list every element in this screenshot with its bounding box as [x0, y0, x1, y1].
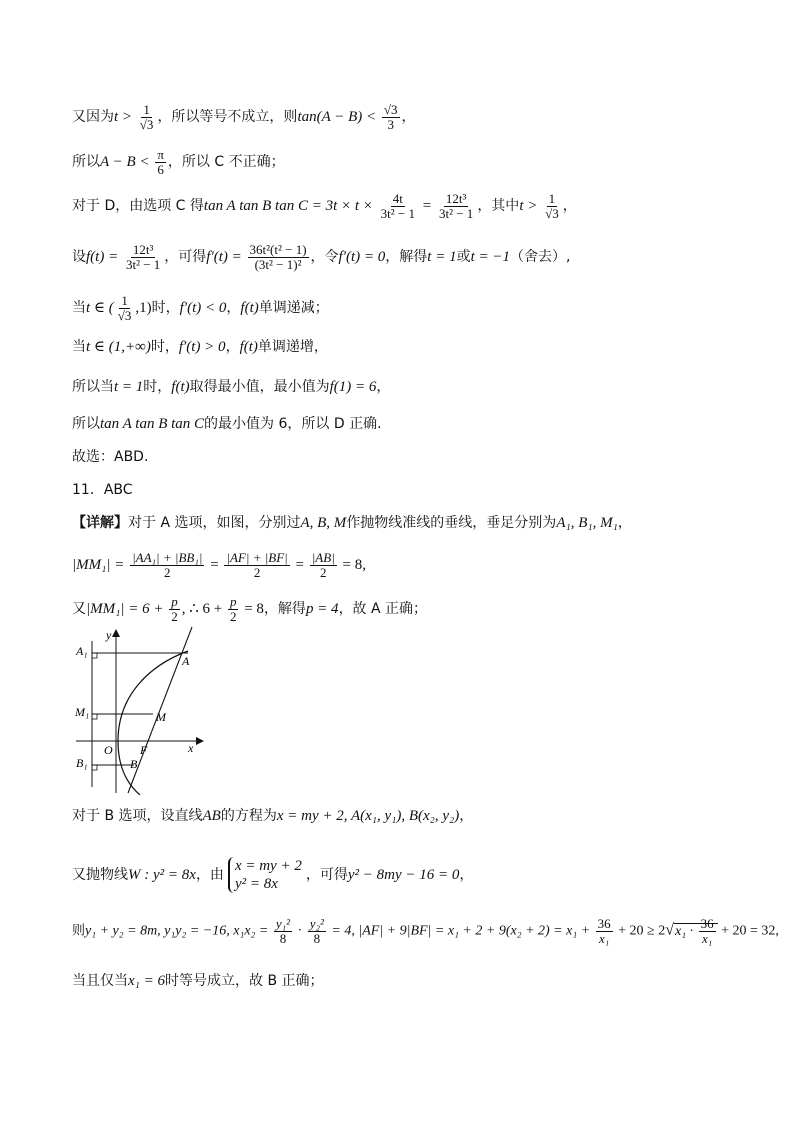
label-m: M	[156, 710, 166, 724]
text-line-4: 设f(t) = $\frac{\text{12t³}}{\text{3t² − 1}}$ ，可得f′(t) = $\frac{\text{36t²(t² − 1)}}{\text{(3t² − 1)²}}$ ，令f′(t) = 0，解得t = 1或t = −1（舍去）,	[72, 242, 571, 272]
fraction: $\frac{\text{y₂²}}{8}$	[309, 916, 324, 946]
fraction: $\frac{\text{12t³}}{\text{3t² − 1}}$	[438, 191, 474, 221]
fraction: $\frac{1}{√3}$	[117, 293, 132, 323]
fraction: $\frac{|AB|}{2}$	[311, 550, 335, 580]
parabola-figure	[70, 625, 210, 795]
text-line-11: 【详解】对于 A 选项，如图，分别过A, B, M作抛物线准线的垂线，垂足分别为A₁, B₁, M₁，	[72, 515, 632, 531]
parabola-curve	[118, 651, 188, 795]
fraction: $\frac{p}{2}$	[171, 594, 178, 624]
fraction: $\frac{\text{y₁²}}{8}$	[275, 916, 291, 946]
text-line-7: 所以当t = 1时，f(t)取得最小值，最小值为f(1) = 6，	[72, 379, 391, 395]
text-line-1: 又因为t > $\frac{1}{√3}$ ，所以等号不成立，则tan(A − B) < $\frac{√3}{3}$ ，	[72, 102, 416, 132]
label-f: F	[140, 743, 148, 757]
text-line-14: 对于 B 选项，设直线AB的方程为x = my + 2, A(x₁, y₁), B(x₂, y₂)，	[72, 808, 474, 824]
label-a1: A₁	[76, 644, 88, 658]
equation-system: x = my + 2 y² = 8x	[228, 857, 302, 893]
fraction: $\frac{\pi}{6}$	[157, 147, 164, 177]
fraction: $\frac{|AF| + |BF|}{2}$	[226, 550, 288, 580]
text-line-12: |MM₁| = $\frac{\text{|AA₁| + |BB₁|}}{2}$ = $\frac{|AF| + |BF|}{2}$ = $\frac{|AB|}{2}$ = 8,	[72, 550, 366, 580]
label-a: A	[182, 654, 190, 668]
fraction: $\frac{\text{12t³}}{\text{3t² − 1}}$	[125, 242, 161, 272]
text-line-2: 所以A − B < $\frac{\pi}{6}$ ，所以 C 不正确；	[72, 147, 285, 177]
label-y: y	[106, 628, 112, 642]
text-line-17: 当且仅当x₁ = 6时等号成立，故 B 正确；	[72, 973, 324, 989]
fraction: $\frac{36}{\text{x₁}}$	[597, 916, 611, 946]
label-b: B	[130, 757, 138, 771]
fraction: $\frac{\text{36t²(t² − 1)}}{\text{(3t² − 1)²}}$	[249, 242, 307, 272]
fraction: $\frac{36}{\text{x₁}}$	[700, 916, 714, 946]
text-line-9: 故选：ABD.	[72, 449, 149, 465]
text-line-13: 又|MM₁| = 6 + $\frac{p}{2}$ , ∴ 6 + $\frac{p}{2}$ = 8，解得p = 4，故 A 正确；	[72, 594, 428, 624]
answer-heading: 11．ABC	[72, 482, 133, 498]
fraction: $\frac{√3}{3}$	[383, 102, 398, 132]
fraction: $\frac{1}{√3}$	[545, 191, 559, 221]
fraction: $\frac{1}{√3}$	[139, 102, 154, 132]
text-line-15: 又抛物线W : y² = 8x，由 x = my + 2 y² = 8x ，可得y² − 8my − 16 = 0，	[72, 858, 474, 892]
text-line-6: 当t ∈ (1,+∞)时，f′(t) > 0，f(t)单调递增，	[72, 339, 328, 355]
text-line-5: 当t ∈ ( $\frac{1}{√3}$ ,1)时，f′(t) < 0，f(t)单调递减；	[72, 293, 329, 323]
fraction: $\frac{p}{2}$	[229, 594, 237, 624]
fraction: $\frac{4t}{\text{3t² − 1}}$	[380, 191, 415, 221]
fraction: $\frac{\text{|AA₁| + |BB₁|}}{2}$	[132, 550, 203, 580]
label-b1: B₁	[76, 756, 88, 770]
text-line-16: 则y₁ + y₂ = 8m, y₁y₂ = −16, x₁x₂ = $\frac{\text{y₁²}}{8}$ · $\frac{\text{y₂²}}{8}$ = 4, |AF| + 9|BF| = x₁ + 2 + 9(x₂ + 2) = x₁ + $\frac{36}{\text{x₁}}$ + 20 ≥ 2√x₁ · $\frac{36}{\text{x₁}}$ + 20 = 32,	[72, 916, 779, 946]
text-line-8: 所以tan A tan B tan C的最小值为 6，所以 D 正确.	[72, 416, 382, 432]
label-x: x	[188, 741, 194, 755]
text-line-3: 对于 D，由选项 C 得tan A tan B tan C = 3t × t × $\frac{4t}{\text{3t² − 1}}$ = $\frac{\text{12t³}}{\text{3t² − 1}}$ ，其中t > $\frac{1}{√3}$ ，	[72, 191, 577, 221]
label-m1: M₁	[75, 705, 90, 719]
label-o: O	[104, 743, 113, 757]
